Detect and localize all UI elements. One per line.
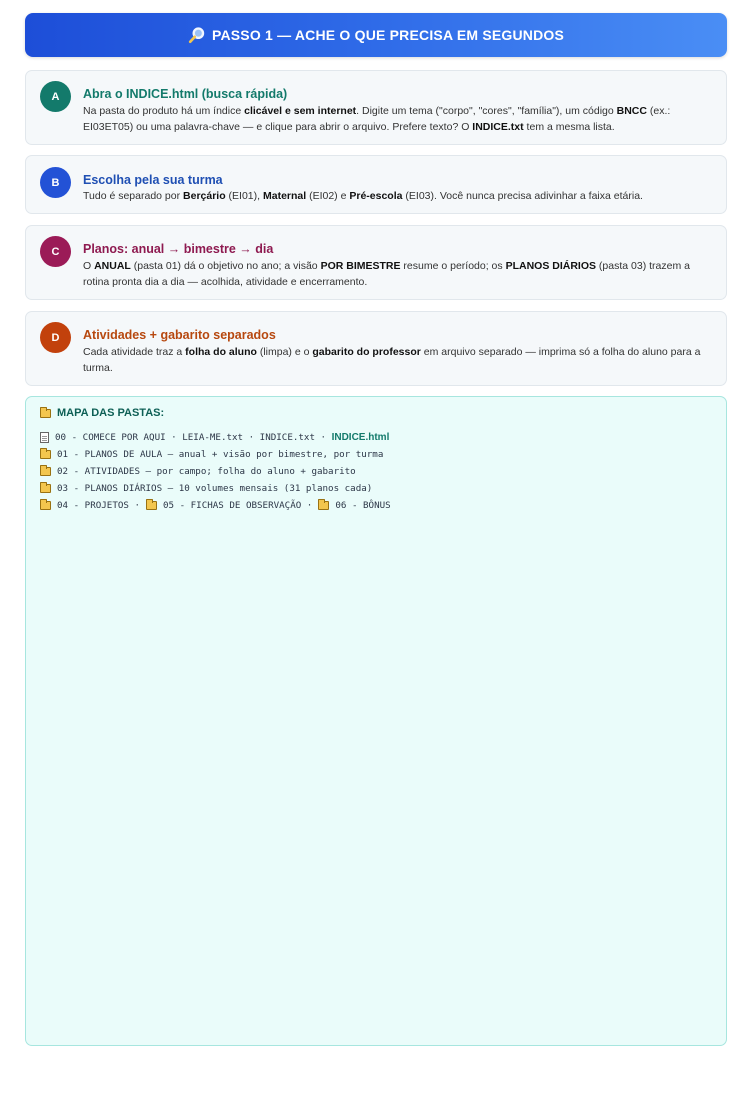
emphasis-text: PLANOS DIÁRIOS (505, 260, 596, 272)
body-text: (limpa) e o (256, 346, 313, 358)
folder-icon (318, 501, 329, 510)
emphasis-text: clicável e sem internet (244, 105, 357, 117)
folder-row-text: 01 - PLANOS DE AULA — anual + visão por bimestre, por turma (57, 449, 384, 460)
step-title: Escolha pela sua turma (83, 173, 223, 187)
step-title: Abra o INDICE.html (busca rápida) (83, 87, 288, 101)
step-title: Atividades + gabarito separados (83, 328, 276, 342)
step-card-b (25, 155, 727, 214)
folder-row-text: 05 - FICHAS DE OBSERVAÇÃO · (162, 500, 313, 511)
step-card-a (25, 70, 727, 145)
folder-row-04 (40, 497, 391, 514)
folder-icon (40, 450, 51, 459)
emphasis-text: Pré-escola (349, 190, 403, 202)
body-text: (pasta 03) trazem a rotina pronta dia a dia — acolhida, atividade e encerramento. (83, 260, 690, 288)
body-text: . Digite um tema ("corpo", "cores", "família"), um código (356, 105, 617, 117)
step-description (83, 344, 710, 376)
emphasis-text: folha do aluno (185, 346, 257, 358)
folder-row-text: 00 - COMECE POR AQUI · LEIA-ME.txt · INDICE.txt · (55, 432, 332, 443)
folder-icon (40, 467, 51, 476)
body-text: O (83, 260, 95, 272)
step-description (83, 188, 710, 204)
folder-row-00 (40, 429, 391, 446)
emphasis-text: INDICE.txt (472, 121, 524, 133)
step-header-banner (25, 13, 727, 57)
folder-map-heading (40, 407, 164, 419)
folder-icon (146, 501, 157, 510)
body-text: Cada atividade traz a (83, 346, 186, 358)
page-title: PASSO 1 — ACHE O QUE PRECISA EM SEGUNDOS (211, 27, 565, 43)
emphasis-text: ANUAL (94, 260, 131, 272)
folder-row-text: 04 - PROJETOS · (57, 500, 140, 511)
step-title: Planos: anual → bimestre → dia (83, 242, 274, 256)
folder-map-panel (25, 396, 727, 1046)
step-description (83, 103, 710, 135)
emphasis-text: BNCC (616, 105, 647, 117)
emphasis-text: POR BIMESTRE (320, 260, 401, 272)
folder-icon (40, 409, 51, 418)
body-text: tem a mesma lista. (523, 121, 615, 133)
step-card-d (25, 311, 727, 386)
body-text: (pasta 01) dá o objetivo no ano; a visão (130, 260, 321, 272)
folder-icon (40, 501, 51, 510)
step-badge: A (40, 81, 71, 112)
folder-icon (40, 484, 51, 493)
step-badge: D (40, 322, 71, 353)
body-text: (EI02) e (306, 190, 350, 202)
emphasis-text: gabarito do professor (312, 346, 421, 358)
folder-row-text: 02 - ATIVIDADES — por campo; folha do aluno + gabarito (57, 466, 356, 477)
folder-row-03 (40, 480, 391, 497)
body-text: Tudo é separado por (83, 190, 184, 202)
body-text: (EI01), (225, 190, 263, 202)
folder-row-01 (40, 446, 391, 463)
step-badge: C (40, 236, 71, 267)
body-text: resume o período; os (400, 260, 506, 272)
body-text: (ex.: EI03ET05) ou uma palavra-chave — e clique para abrir o arquivo. Prefere texto? O (83, 105, 671, 133)
body-text: Na pasta do produto há um índice (83, 105, 245, 117)
folder-row-02 (40, 463, 391, 480)
folder-list (40, 429, 391, 514)
body-text: (EI03). Você nunca precisa adivinhar a faixa etária. (402, 190, 643, 202)
step-badge: B (40, 167, 71, 198)
index-html-link: INDICE.html (331, 432, 390, 443)
magnifier-icon (188, 26, 206, 44)
folder-map-title: MAPA DAS PASTAS: (57, 407, 165, 419)
folder-row-text: 06 - BÔNUS (335, 500, 391, 511)
body-text: em arquivo separado — imprima só a folha do aluno para a turma. (83, 346, 701, 374)
file-icon (40, 432, 49, 443)
step-card-c (25, 225, 727, 300)
emphasis-text: Berçário (183, 190, 226, 202)
step-description (83, 258, 710, 290)
folder-row-text: 03 - PLANOS DIÁRIOS — 10 volumes mensais (31 planos cada) (57, 483, 373, 494)
emphasis-text: Maternal (262, 190, 307, 202)
